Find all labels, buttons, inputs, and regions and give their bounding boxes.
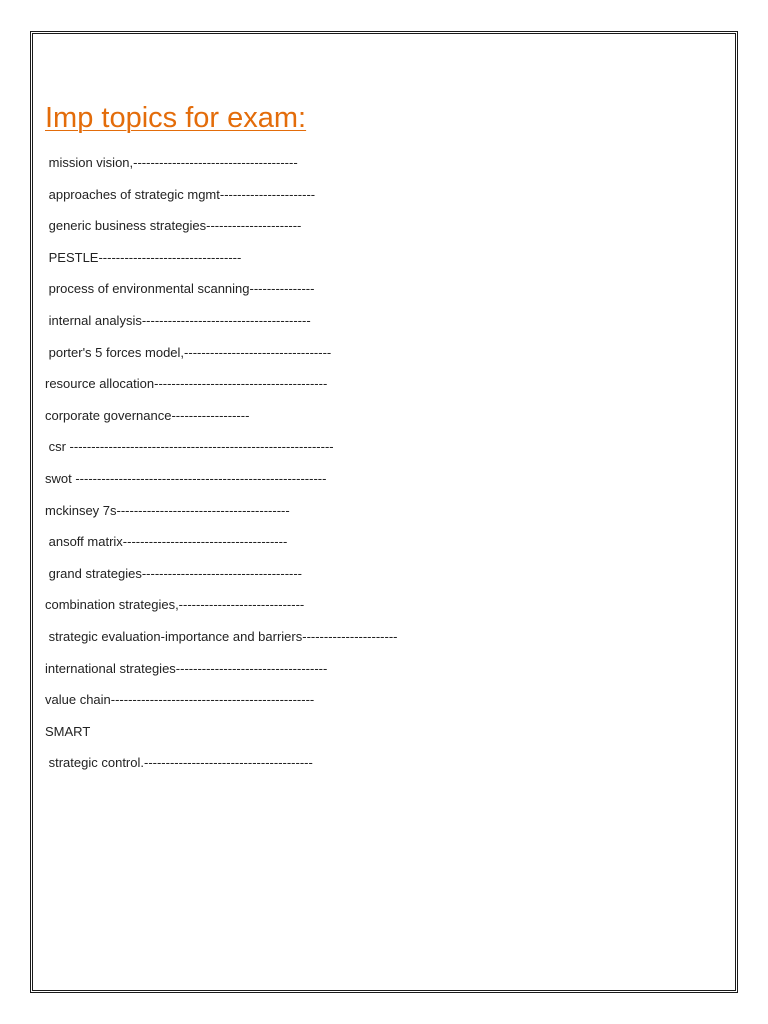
topic-item: grand strategies-------------------------------------: [45, 565, 303, 581]
topic-item: porter's 5 forces model,----------------------------------: [45, 344, 332, 360]
topic-item: strategic control.---------------------------------------: [45, 755, 313, 771]
topic-item: PESTLE---------------------------------: [45, 249, 242, 265]
topic-item: mckinsey 7s----------------------------------------: [45, 502, 290, 518]
topic-item: international strategies-----------------------------------: [45, 660, 328, 676]
topic-item: mission vision,--------------------------------------: [45, 155, 298, 170]
topic-item: corporate governance------------------: [45, 407, 250, 423]
topic-item: swot ----------------------------------------------------------: [45, 470, 327, 486]
topic-item: combination strategies,-----------------------------: [45, 597, 305, 613]
topic-item: value chain-----------------------------------------------: [45, 692, 315, 708]
topic-item: internal analysis---------------------------------------: [45, 312, 311, 328]
topic-item: process of environmental scanning---------------: [45, 281, 315, 297]
topic-item: SMART: [45, 723, 91, 739]
topic-item: generic business strategies----------------------: [45, 218, 302, 234]
topic-item: resource allocation----------------------------------------: [45, 376, 328, 392]
topic-list: [45, 152, 397, 784]
page-title: Imp topics for exam:: [45, 102, 307, 134]
topic-item: approaches of strategic mgmt----------------------: [45, 186, 316, 202]
topic-item: csr -------------------------------------------------------------: [45, 439, 334, 455]
topic-item: strategic evaluation-importance and barriers----------------------: [45, 628, 398, 644]
topic-item: ansoff matrix--------------------------------------: [45, 534, 288, 550]
